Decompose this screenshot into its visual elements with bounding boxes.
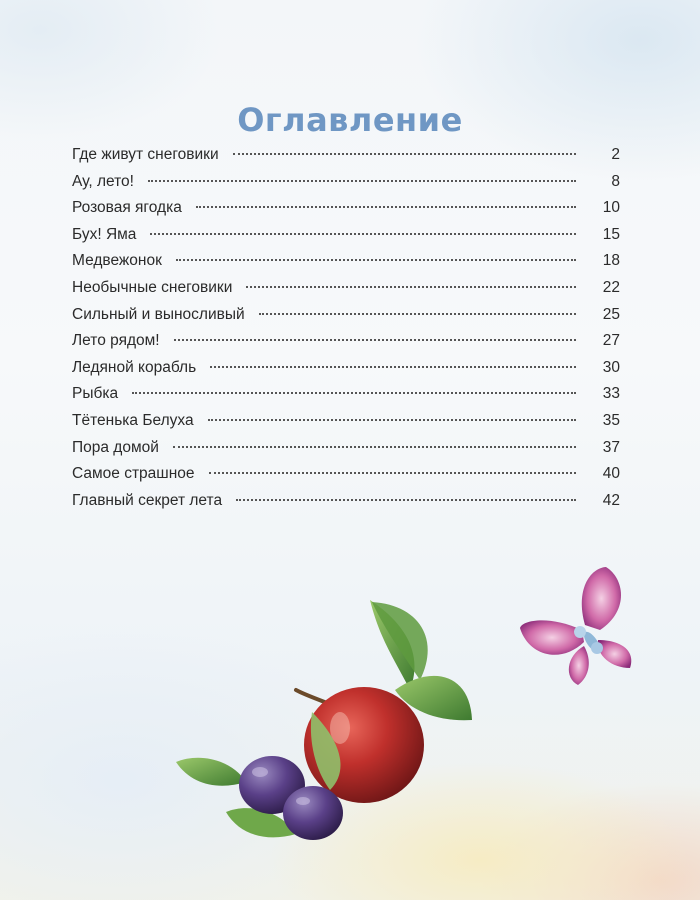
toc-entry-title: Рыбка [72, 385, 119, 403]
toc-entry-title: Где живут снеговики [72, 146, 219, 163]
toc-entry-title: Главный секрет лета [72, 491, 223, 509]
toc-entry-title: Необычные снеговики [72, 278, 233, 296]
toc-entry-title: Тётенька Белуха [72, 411, 194, 429]
toc-entry-title: Сильный и выносливый [72, 305, 245, 323]
toc-entry-title: Пора домой [72, 438, 159, 456]
toc-entry-page: 33 [602, 385, 620, 403]
toc-entry-title: Розовая ягодка [72, 199, 182, 217]
toc-entry-page: 40 [602, 465, 620, 483]
toc-entry-page: 2 [611, 146, 620, 163]
toc-entry-page: 18 [602, 252, 620, 270]
toc-entry-page: 10 [602, 199, 620, 217]
page-title: Оглавление [237, 101, 463, 140]
toc-entry-page: 15 [602, 225, 620, 243]
toc-entry-page: 27 [602, 332, 620, 350]
toc-entry-title: Лето рядом! [72, 332, 160, 350]
apple-illustration [296, 600, 472, 803]
toc-entry-page: 42 [602, 491, 620, 509]
toc-entry-page: 35 [602, 411, 620, 429]
toc-entry-page: 22 [602, 278, 620, 296]
toc-entry-page: 25 [602, 305, 620, 323]
toc-entry-page: 8 [611, 172, 620, 190]
toc-entry-page: 37 [602, 438, 620, 456]
toc-entry-title: Ау, лето! [72, 172, 134, 190]
toc-entry-title: Ледяной корабль [72, 358, 197, 376]
toc-entry-title: Бух! Яма [72, 225, 137, 243]
toc-entry-title: Медвежонок [72, 252, 162, 270]
toc-entry-title: Самое страшное [72, 465, 195, 483]
toc-entry-page: 30 [602, 358, 620, 376]
butterfly-illustration [520, 567, 631, 685]
leaf-icon [176, 758, 246, 786]
